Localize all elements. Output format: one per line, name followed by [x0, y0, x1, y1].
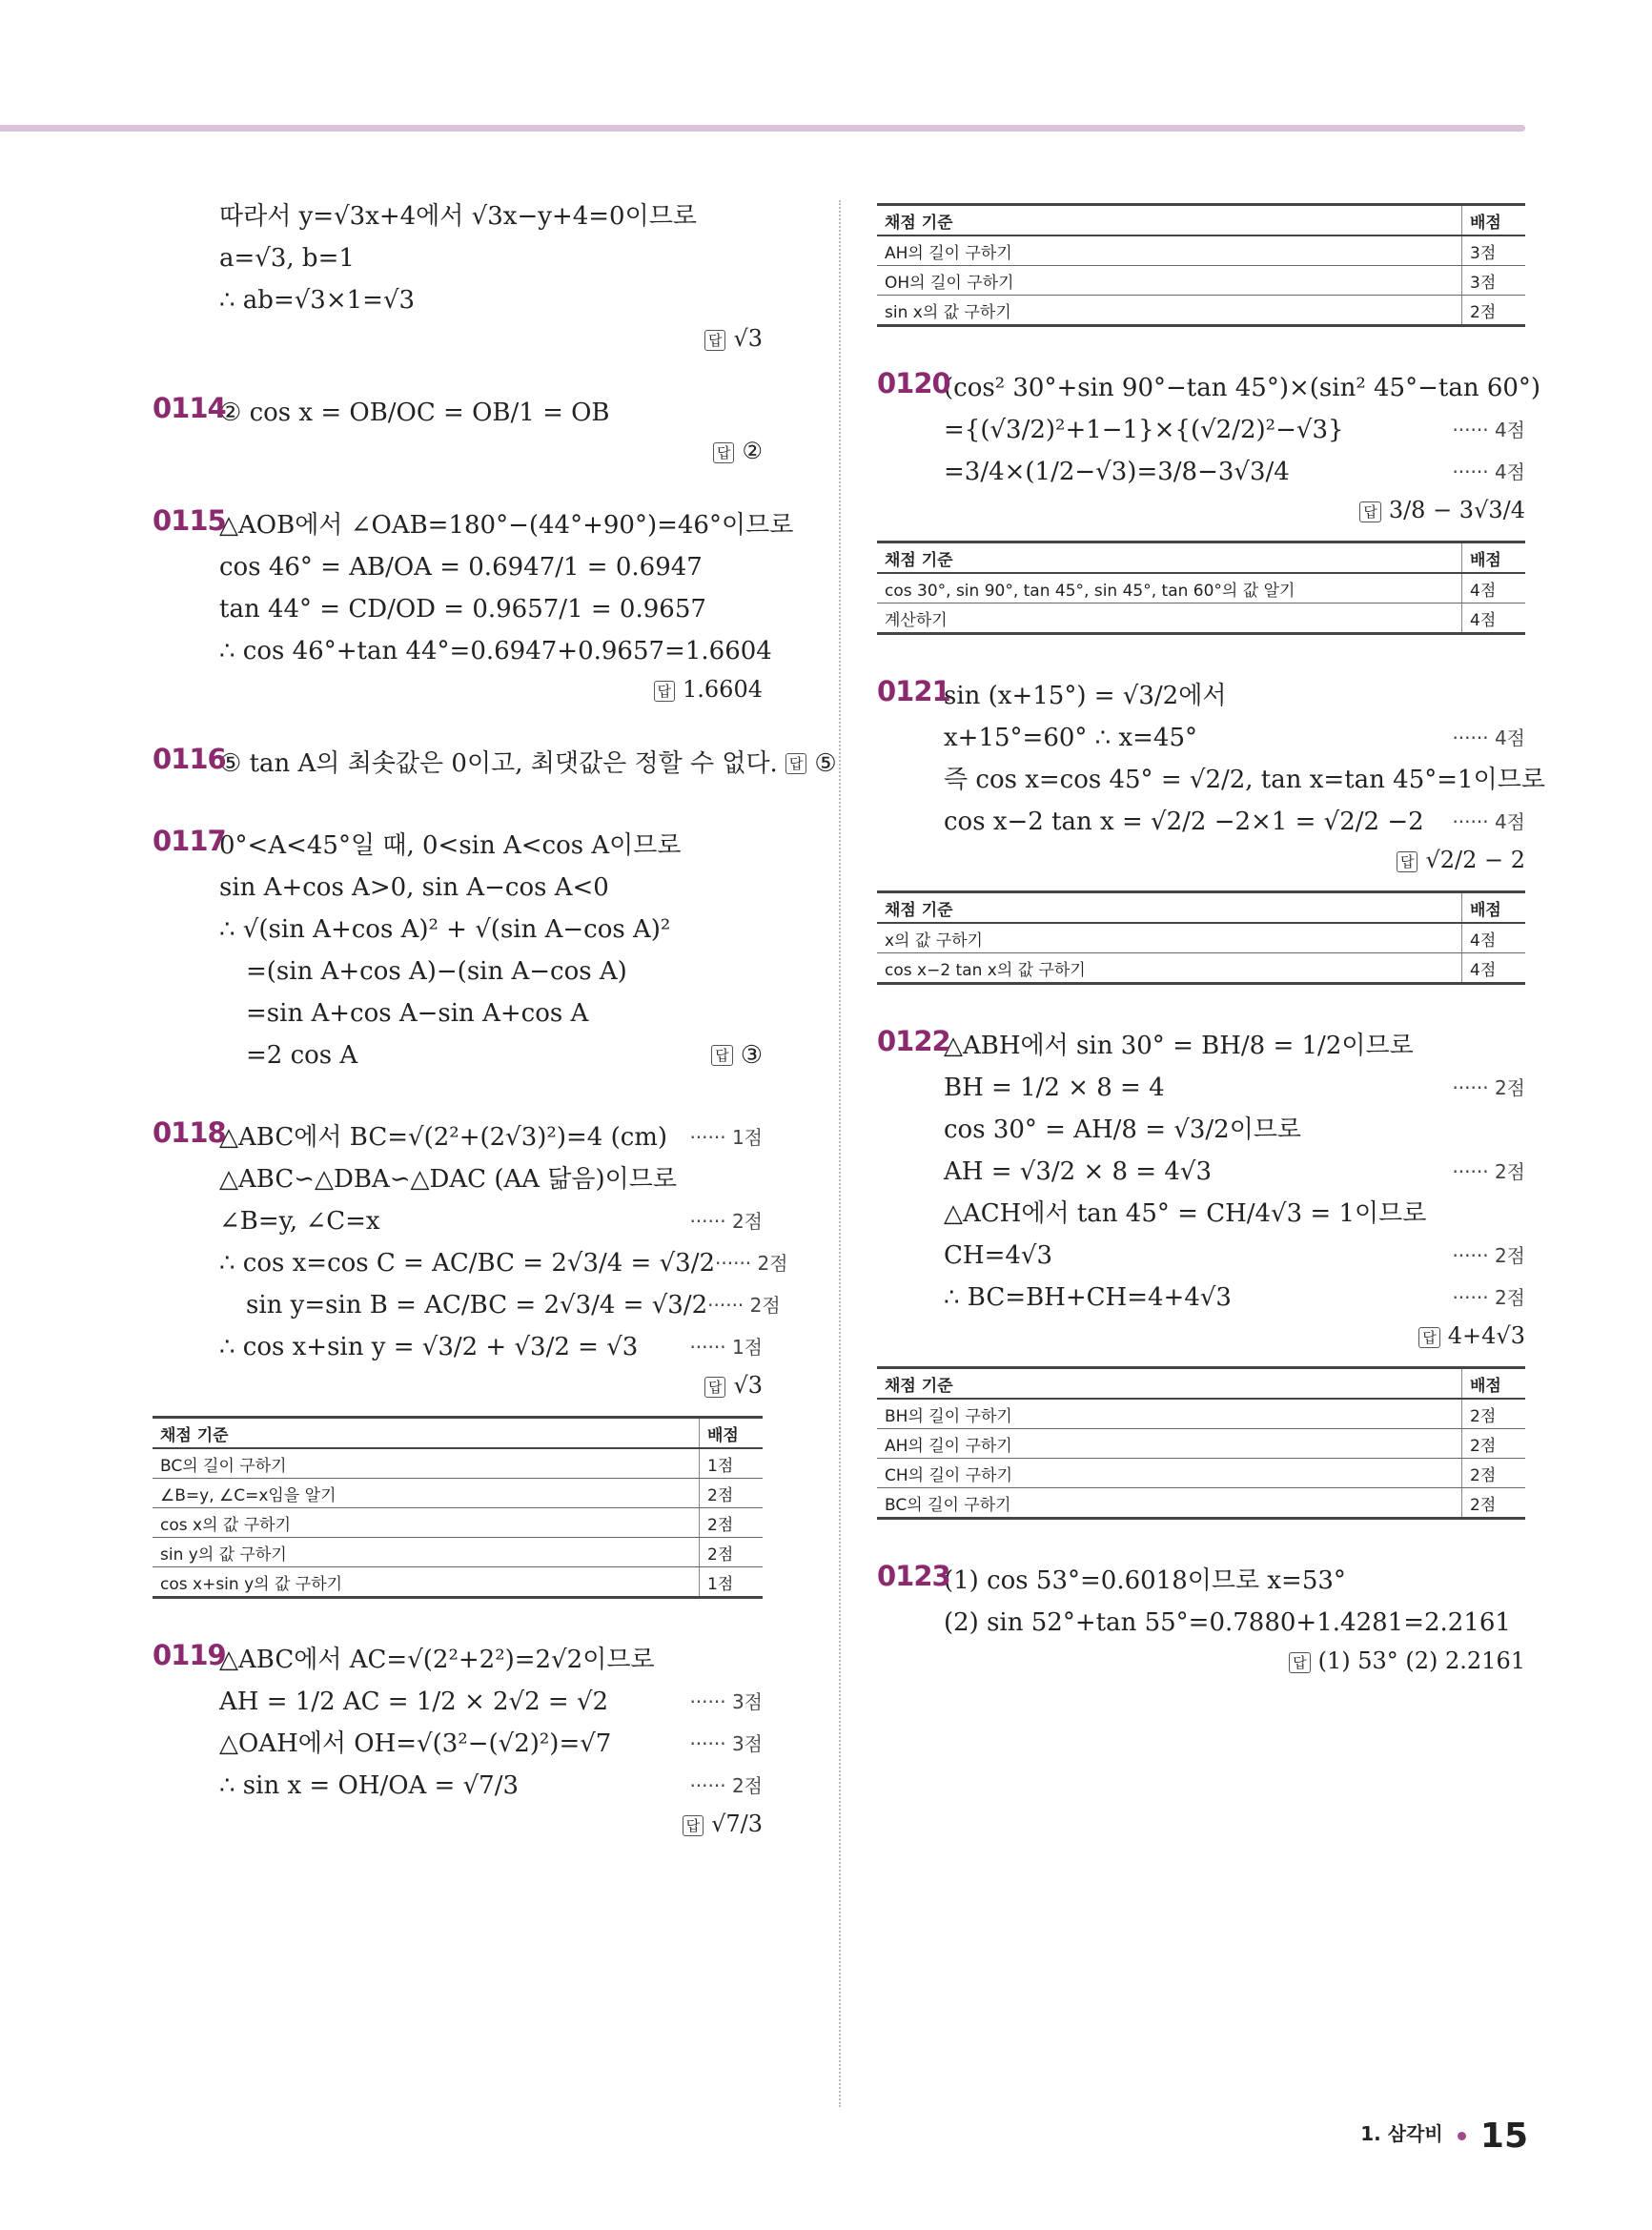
answer: 답 √3: [219, 1372, 763, 1399]
solution-line: ⑤ tan A의 최솟값은 0이고, 최댓값은 정할 수 없다. 답 ⑤: [219, 749, 837, 778]
table-row: sin x의 값 구하기 2점: [877, 296, 1525, 326]
solution-line: sin A+cos A>0, sin A−cos A<0: [219, 873, 609, 902]
solution-line: (2) sin 52°+tan 55°=0.7880+1.4281=2.2161: [944, 1608, 1511, 1637]
score: ······ 1점: [689, 1126, 763, 1149]
score: ······ 3점: [689, 1690, 763, 1713]
solution-line: ∴ cos 46°+tan 44°=0.6947+0.9657=1.6604: [219, 637, 772, 665]
solution-line: =sin A+cos A−sin A+cos A: [246, 999, 589, 1028]
problem-0114: [153, 392, 763, 464]
problem-number: 0116: [153, 743, 226, 775]
grading-table: 채점 기준 배점 BC의 길이 구하기 1점 ∠B=y, ∠C=x임을 알기 2점 cos x의 값 구하기 2점 sin y의 값 구하기 2점 cos x+sin y의 값 구하기 1점: [153, 1416, 763, 1599]
problem-0115: [153, 504, 794, 703]
problem-number: 0118: [153, 1116, 226, 1149]
page-number: 15: [1479, 2117, 1528, 2156]
solution-line: AH = √3/2 × 8 = 4√3 ······ 2점: [944, 1151, 1525, 1193]
solution-line: 0°<A<45°일 때, 0<sin A<cos A이므로: [219, 831, 682, 860]
solution-line: ∴ sin x = OH/OA = √7/3 ······ 2점: [219, 1765, 763, 1807]
left-column: [153, 195, 837, 1837]
problem-0121: [877, 675, 1545, 985]
problem-number: 0114: [153, 392, 226, 424]
solution-line: ∴ √(sin A+cos A)² + √(sin A−cos A)²: [219, 915, 671, 944]
problem-number: 0117: [153, 825, 226, 857]
solution-line: BH = 1/2 × 8 = 4 ······ 2점: [944, 1067, 1525, 1109]
problem-0116: [153, 743, 837, 785]
score: ······ 2점: [707, 1294, 781, 1317]
problem-number: 0120: [877, 367, 950, 399]
score: ······ 4점: [1452, 810, 1525, 833]
solution-line: 따라서 y=√3x+4에서 √3x−y+4=0이므로: [219, 202, 697, 231]
answer: 답 1.6604: [219, 676, 763, 703]
solution-line: △ABH에서 sin 30° = BH/8 = 1/2이므로: [944, 1032, 1414, 1060]
table-row: OH의 길이 구하기 3점: [877, 266, 1525, 296]
problem-number: 0115: [153, 504, 226, 537]
problem-number: 0123: [877, 1560, 950, 1592]
score: ······ 4점: [1452, 419, 1525, 441]
table-row: 계산하기 4점: [877, 604, 1525, 634]
grading-table: 채점 기준 배점 BH의 길이 구하기 2점 AH의 길이 구하기 2점 CH의 길이 구하기 2점 BC의 길이 구하기 2점: [877, 1366, 1525, 1520]
table-row: cos x의 값 구하기 2점: [153, 1508, 763, 1538]
problem-0118: [153, 1116, 788, 1599]
solution-line: =3/4×(1/2−√3)=3/8−3√3/4 ······ 4점: [944, 451, 1525, 493]
score: ······ 2점: [689, 1210, 763, 1233]
solution-line: (cos² 30°+sin 90°−tan 45°)×(sin² 45°−tan 60°): [944, 374, 1541, 402]
score: ······ 1점: [689, 1336, 763, 1359]
problem-0117: [153, 825, 763, 1076]
problem-number: 0121: [877, 675, 950, 707]
problem-0120: [877, 367, 1541, 635]
solution-line: (1) cos 53°=0.6018이므로 x=53°: [944, 1566, 1346, 1595]
score: ······ 2점: [1452, 1076, 1525, 1099]
solution-line: ∴ cos x+sin y = √3/2 + √3/2 = √3 ······ 1점: [219, 1326, 763, 1368]
problem-0113-continued: [153, 195, 763, 352]
grading-table: 채점 기준 배점 cos 30°, sin 90°, tan 45°, sin 45°, tan 60°의 값 알기 4점 계산하기 4점: [877, 541, 1525, 635]
solution-line: ∴ BC=BH+CH=4+4√3 ······ 2점: [944, 1277, 1525, 1319]
solution-line: sin (x+15°) = √3/2에서: [944, 682, 1227, 710]
table-row: BC의 길이 구하기 2점: [877, 1488, 1525, 1519]
score: ······ 2점: [1452, 1160, 1525, 1183]
score: ······ 4점: [1452, 460, 1525, 483]
section-title: 1. 삼각비: [1360, 2122, 1443, 2145]
solution-line: cos x−2 tan x = √2/2 −2×1 = √2/2 −2 ······ 4점: [944, 801, 1525, 843]
problem-0119: [153, 1639, 763, 1837]
score: ······ 2점: [1452, 1286, 1525, 1309]
table-row: x의 값 구하기 4점: [877, 923, 1525, 953]
solution-line: ② cos x = OB/OC = OB/1 = OB: [219, 399, 610, 427]
answer: 답 ②: [219, 438, 763, 464]
solution-line: x+15°=60° ∴ x=45° ······ 4점: [944, 717, 1525, 759]
solution-line: ∴ ab=√3×1=√3: [219, 286, 416, 315]
solution-line: △OAH에서 OH=√(3²−(√2)²)=√7 ······ 3점: [219, 1723, 763, 1765]
answer: 답 (1) 53° (2) 2.2161: [944, 1647, 1525, 1674]
score: ······ 4점: [1452, 726, 1525, 749]
solution-line: a=√3, b=1: [219, 244, 355, 273]
solution-line: △ABC에서 BC=√(2²+(2√3)²)=4 (cm) ······ 1점: [219, 1116, 763, 1158]
problem-0123: [877, 1560, 1525, 1674]
problem-number: 0119: [153, 1639, 226, 1671]
table-row: cos x+sin y의 값 구하기 1점: [153, 1567, 763, 1598]
table-row: sin y의 값 구하기 2점: [153, 1538, 763, 1567]
table-row: cos 30°, sin 90°, tan 45°, sin 45°, tan 60°의 값 알기 4점: [877, 573, 1525, 604]
answer: 답 √2/2 − 2: [944, 847, 1525, 873]
answer: 답 4+4√3: [944, 1322, 1525, 1349]
solution-line: ∠B=y, ∠C=x ······ 2점: [219, 1200, 763, 1242]
solution-line: 즉 cos x=cos 45° = √2/2, tan x=tan 45°=1이므로: [944, 766, 1545, 794]
score: ······ 3점: [689, 1732, 763, 1755]
solution-line: cos 30° = AH/8 = √3/2이므로: [944, 1115, 1302, 1144]
solution-line: △ABC∽△DBA∽△DAC (AA 닮음)이므로: [219, 1165, 678, 1194]
table-row: BC의 길이 구하기 1점: [153, 1448, 763, 1479]
grading-table-0119: 채점 기준 배점 AH의 길이 구하기 3점 OH의 길이 구하기 3점 sin x의 값 구하기 2점: [877, 203, 1525, 327]
table-row: AH의 길이 구하기 3점: [877, 235, 1525, 266]
table-row: cos x−2 tan x의 값 구하기 4점: [877, 953, 1525, 984]
solution-line: sin y=sin B = AC/BC = 2√3/4 = √3/2 ······ 2점: [219, 1284, 763, 1326]
solution-line: ={(√3/2)²+1−1}×{(√2/2)²−√3} ······ 4점: [944, 409, 1525, 451]
solution-line: CH=4√3 ······ 2점: [944, 1235, 1525, 1277]
solution-line: =(sin A+cos A)−(sin A−cos A): [246, 957, 627, 986]
solution-line: ∴ cos x=cos C = AC/BC = 2√3/4 = √3/2 ······ 2점: [219, 1242, 763, 1284]
score: ······ 2점: [715, 1252, 788, 1275]
solution-line: △ACH에서 tan 45° = CH/4√3 = 1이므로: [944, 1199, 1427, 1228]
top-accent-bar: [0, 125, 1525, 132]
solution-line: cos 46° = AB/OA = 0.6947/1 = 0.6947: [219, 553, 703, 582]
page-footer: [1360, 2117, 1528, 2156]
solution-line: tan 44° = CD/OD = 0.9657/1 = 0.9657: [219, 595, 706, 624]
table-row: BH의 길이 구하기 2점: [877, 1399, 1525, 1429]
bullet-icon: [1458, 2132, 1466, 2140]
table-row: ∠B=y, ∠C=x임을 알기 2점: [153, 1479, 763, 1508]
grading-table: 채점 기준 배점 x의 값 구하기 4점 cos x−2 tan x의 값 구하기 4점: [877, 890, 1525, 985]
right-column: [877, 195, 1545, 1674]
table-row: AH의 길이 구하기 2점: [877, 1429, 1525, 1459]
solution-line: AH = 1/2 AC = 1/2 × 2√2 = √2 ······ 3점: [219, 1681, 763, 1723]
answer: 답 3/8 − 3√3/4: [944, 497, 1525, 523]
solution-line: △ABC에서 AC=√(2²+2²)=2√2이므로: [219, 1646, 655, 1674]
column-divider: [839, 200, 841, 2107]
answer: 답 √3: [219, 325, 763, 352]
table-row: CH의 길이 구하기 2점: [877, 1459, 1525, 1488]
score: ······ 2점: [689, 1774, 763, 1797]
solution-line: △AOB에서 ∠OAB=180°−(44°+90°)=46°이므로: [219, 511, 794, 540]
answer: 답 √7/3: [219, 1811, 763, 1837]
problem-0122: [877, 1025, 1525, 1520]
problem-number: 0122: [877, 1025, 950, 1057]
score: ······ 2점: [1452, 1244, 1525, 1267]
solution-line: =2 cos A 답 ③: [246, 1041, 763, 1070]
